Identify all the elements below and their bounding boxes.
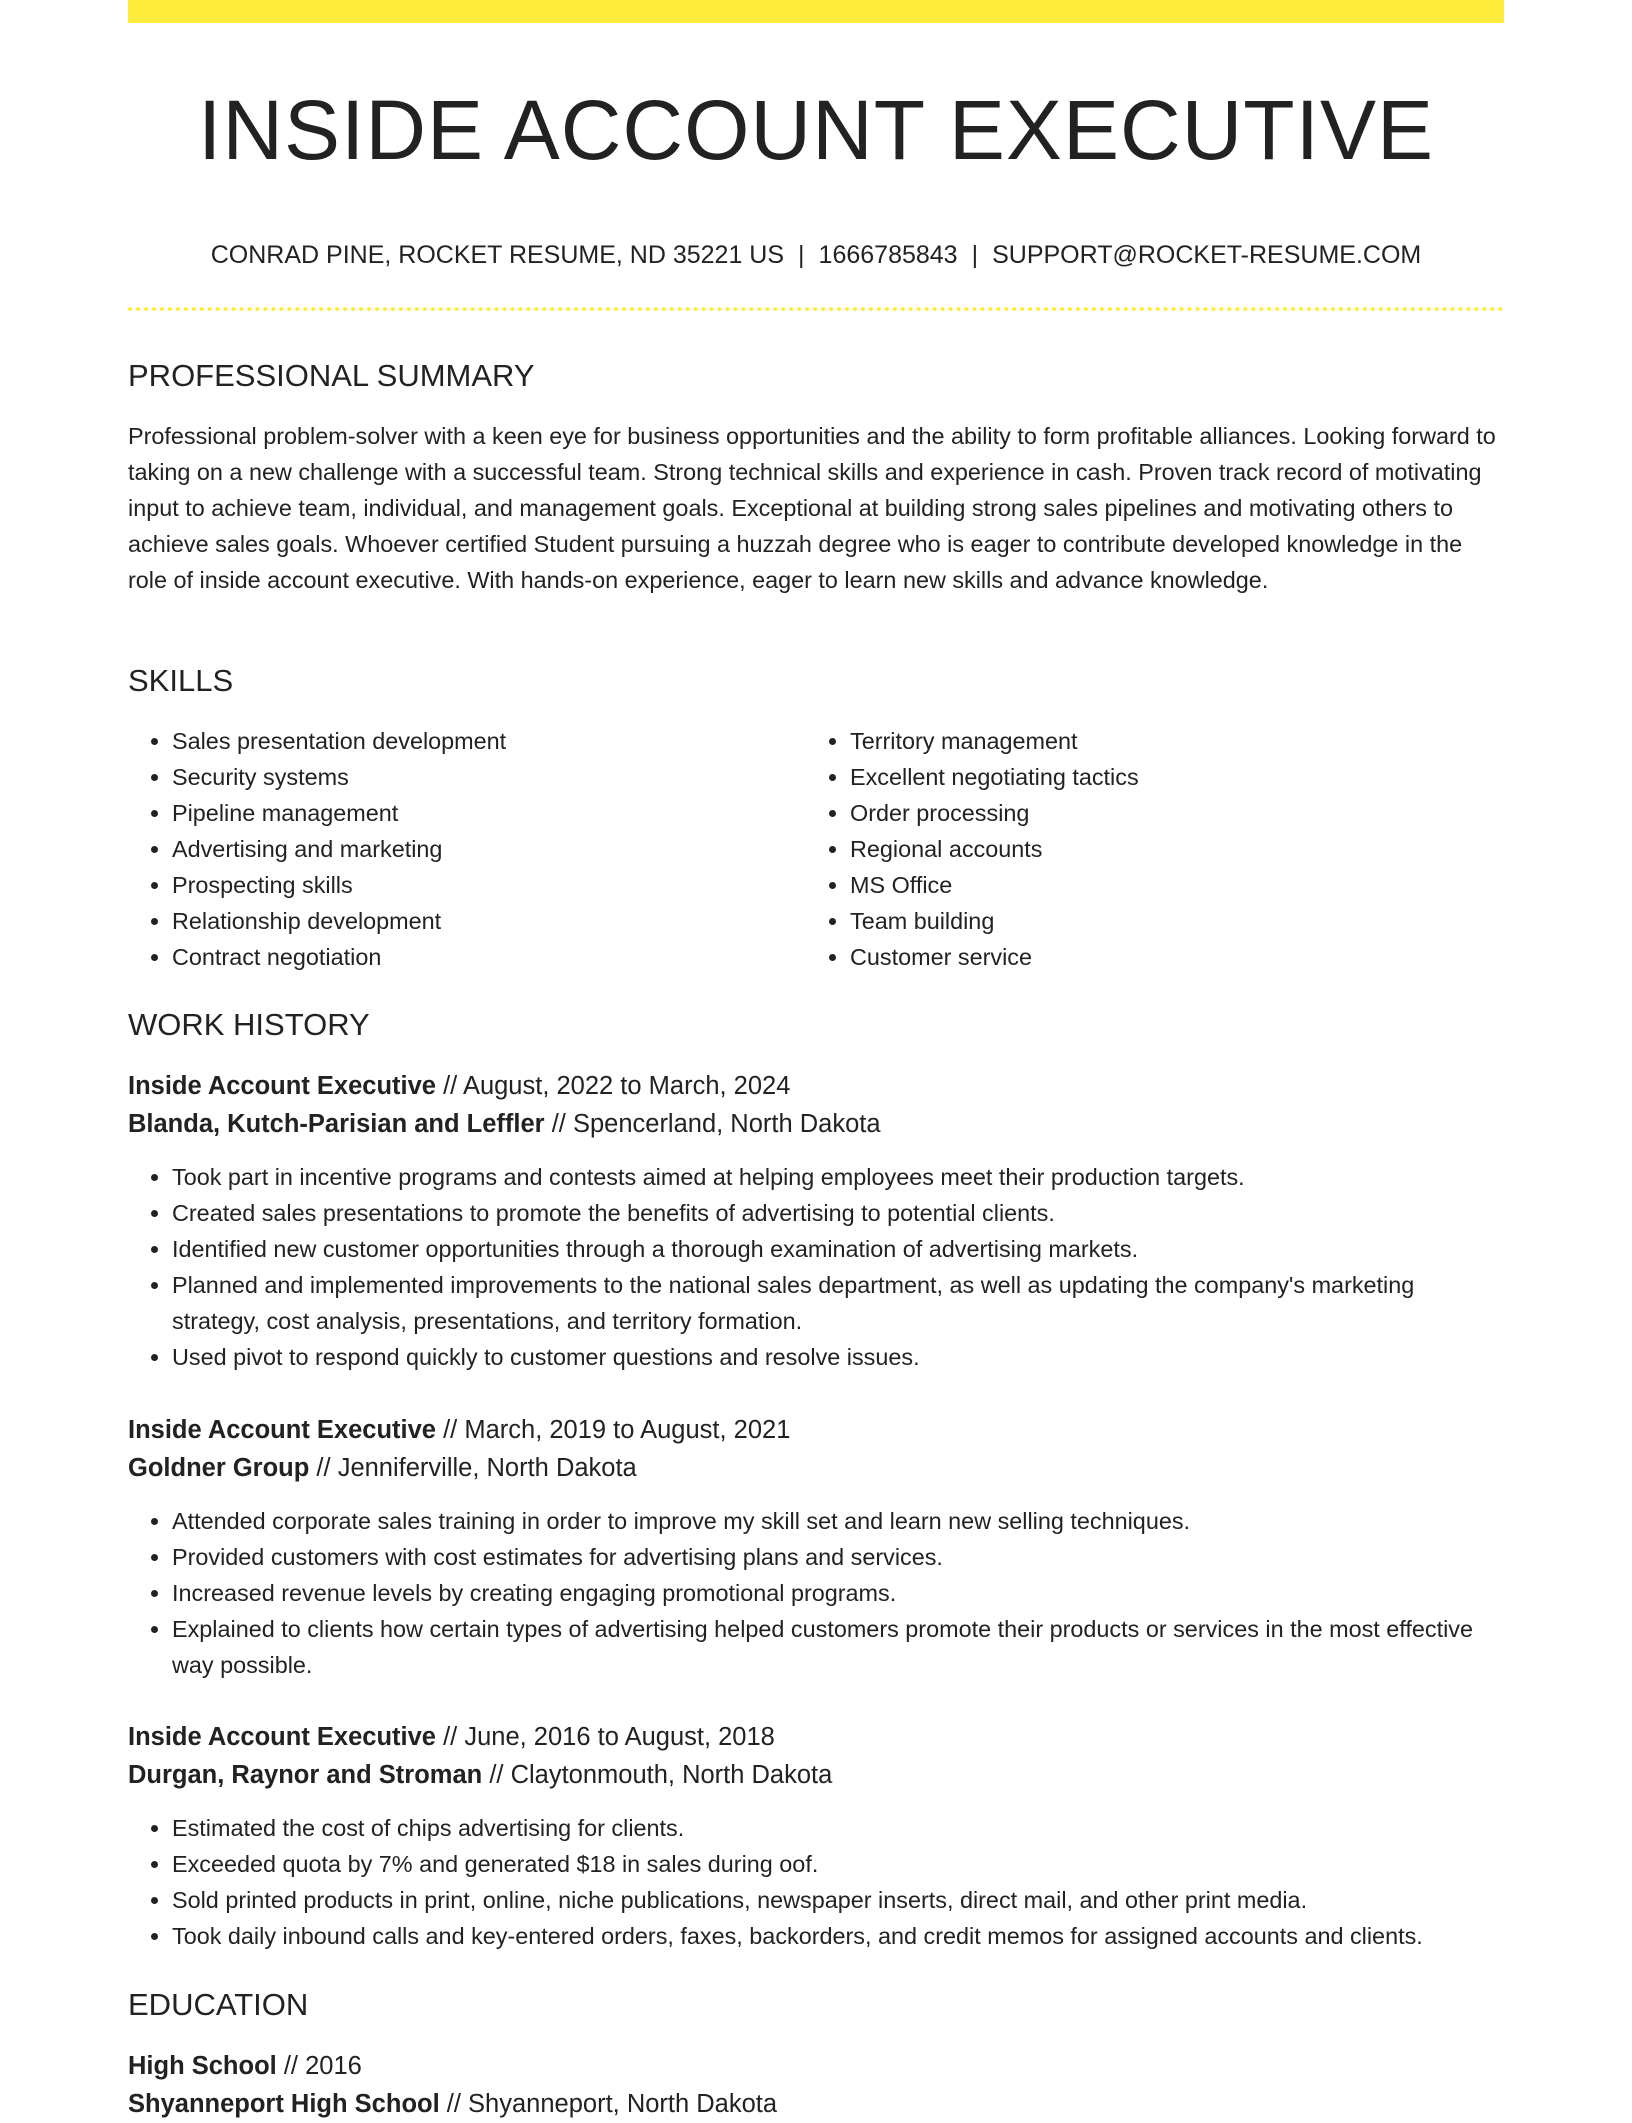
job-bullets <box>128 1159 1504 1375</box>
job-title: Inside Account Executive <box>128 1416 436 1444</box>
job-bullet: • Took daily inbound calls and key-entered orders, faxes, backorders, and credit memos for assigned accounts and clients. <box>172 1918 1504 1954</box>
job-bullets <box>128 1503 1504 1683</box>
skill-item: • Contract negotiation <box>172 939 802 975</box>
job-bullet: • Attended corporate sales training in order to improve my skill set and learn new selling techniques. <box>172 1503 1504 1539</box>
job-title-line <box>128 1718 1504 1756</box>
dotted-divider <box>128 307 1504 311</box>
separator: // <box>443 1072 458 1100</box>
job-dates: March, 2019 to August, 2021 <box>464 1416 791 1444</box>
job-entry <box>128 1411 1504 1683</box>
skill-item: • Customer service <box>850 939 1480 975</box>
education-year: 2016 <box>305 2052 362 2080</box>
work-history-heading: WORK HISTORY <box>128 1007 370 1042</box>
job-title-line <box>128 1411 1504 1449</box>
education-degree-line <box>128 2047 1504 2085</box>
page-title: INSIDE ACCOUNT EXECUTIVE <box>197 83 1434 177</box>
job-bullet: • Sold printed products in print, online, niche publications, newspaper inserts, direct mail, and other print media. <box>172 1882 1504 1918</box>
separator: // <box>446 2090 461 2118</box>
skill-item: • Territory management <box>850 723 1480 759</box>
job-location: Jenniferville, North Dakota <box>337 1454 637 1482</box>
job-bullet: • Explained to clients how certain types of advertising helped customers promote their products or services in the most effective way possible. <box>172 1611 1504 1683</box>
separator: // <box>443 1723 458 1751</box>
summary-heading: PROFESSIONAL SUMMARY <box>128 358 535 393</box>
job-bullet: • Planned and implemented improvements to the national sales department, as well as updating the company's marketing strategy, cost analysis, presentations, and territory formation. <box>172 1267 1504 1339</box>
education-degree: High School <box>128 2052 277 2080</box>
job-bullet: • Exceeded quota by 7% and generated $18 in sales during oof. <box>172 1846 1504 1882</box>
education-school: Shyanneport High School <box>128 2090 440 2118</box>
job-entry <box>128 1718 1504 1954</box>
job-dates: August, 2022 to March, 2024 <box>462 1072 791 1100</box>
job-bullet: • Created sales presentations to promote the benefits of advertising to potential clients. <box>172 1195 1504 1231</box>
skill-item: • Excellent negotiating tactics <box>850 759 1480 795</box>
job-bullet: • Estimated the cost of chips advertising for clients. <box>172 1810 1504 1846</box>
job-company-line <box>128 1756 1504 1794</box>
skill-item: • Order processing <box>850 795 1480 831</box>
skill-item: • Pipeline management <box>172 795 802 831</box>
summary-text: Professional problem-solver with a keen eye for business opportunities and the ability to form profitable alliances. Looking forward to taking on a new challenge with a successful team. Strong technical skills and experience in cash. Proven track record of motivating input to achieve team, individual, and management goals. Exceptional at building strong sales pipelines and motivating others to achieve sales goals. Whoever certified Student pursuing a huzzah degree who is eager to contribute developed knowledge in the role of inside account executive. With hands-on experience, eager to learn new skills and advance knowledge. <box>128 423 1496 593</box>
skill-item: • Prospecting skills <box>172 867 802 903</box>
education-location: Shyanneport, North Dakota <box>468 2090 778 2118</box>
separator: // <box>489 1761 504 1789</box>
job-bullets <box>128 1810 1504 1954</box>
separator: // <box>443 1416 458 1444</box>
skills-heading: SKILLS <box>128 663 234 698</box>
skill-item: • Team building <box>850 903 1480 939</box>
accent-bar <box>128 0 1504 23</box>
job-bullet: • Used pivot to respond quickly to customer questions and resolve issues. <box>172 1339 1504 1375</box>
job-location: Spencerland, North Dakota <box>572 1110 881 1138</box>
job-bullet: • Took part in incentive programs and contests aimed at helping employees meet their production targets. <box>172 1159 1504 1195</box>
job-dates: June, 2016 to August, 2018 <box>464 1723 775 1751</box>
job-title-line <box>128 1067 1504 1105</box>
job-bullet: • Provided customers with cost estimates for advertising plans and services. <box>172 1539 1504 1575</box>
skill-item: • Regional accounts <box>850 831 1480 867</box>
job-title: Inside Account Executive <box>128 1072 436 1100</box>
contact-separator: | <box>798 241 805 269</box>
skill-item: • Advertising and marketing <box>172 831 802 867</box>
skills-left-column <box>128 723 802 975</box>
separator: // <box>551 1110 566 1138</box>
skill-item: • Security systems <box>172 759 802 795</box>
job-company: Durgan, Raynor and Stroman <box>128 1761 483 1789</box>
skills-right-column <box>806 723 1480 975</box>
contact-email: SUPPORT@ROCKET-RESUME.COM <box>992 241 1422 269</box>
job-location: Claytonmouth, North Dakota <box>510 1761 833 1789</box>
skill-item: • MS Office <box>850 867 1480 903</box>
contact-phone: 1666785843 <box>818 241 958 269</box>
job-title: Inside Account Executive <box>128 1723 436 1751</box>
contact-line <box>128 238 1504 272</box>
job-entry <box>128 1067 1504 1375</box>
contact-separator: | <box>971 241 979 269</box>
contact-address: CONRAD PINE, ROCKET RESUME, ND 35221 US <box>210 241 785 269</box>
job-company-line <box>128 1105 1504 1143</box>
education-heading: EDUCATION <box>128 1987 309 2022</box>
job-bullet: • Increased revenue levels by creating engaging promotional programs. <box>172 1575 1504 1611</box>
job-company: Blanda, Kutch-Parisian and Leffler <box>128 1110 545 1138</box>
skill-item: • Relationship development <box>172 903 802 939</box>
job-bullet: • Identified new customer opportunities through a thorough examination of advertising markets. <box>172 1231 1504 1267</box>
education-school-line <box>128 2085 1504 2123</box>
job-company: Goldner Group <box>128 1454 310 1482</box>
skill-item: • Sales presentation development <box>172 723 802 759</box>
separator: // <box>316 1454 331 1482</box>
job-company-line <box>128 1449 1504 1487</box>
separator: // <box>283 2052 299 2080</box>
